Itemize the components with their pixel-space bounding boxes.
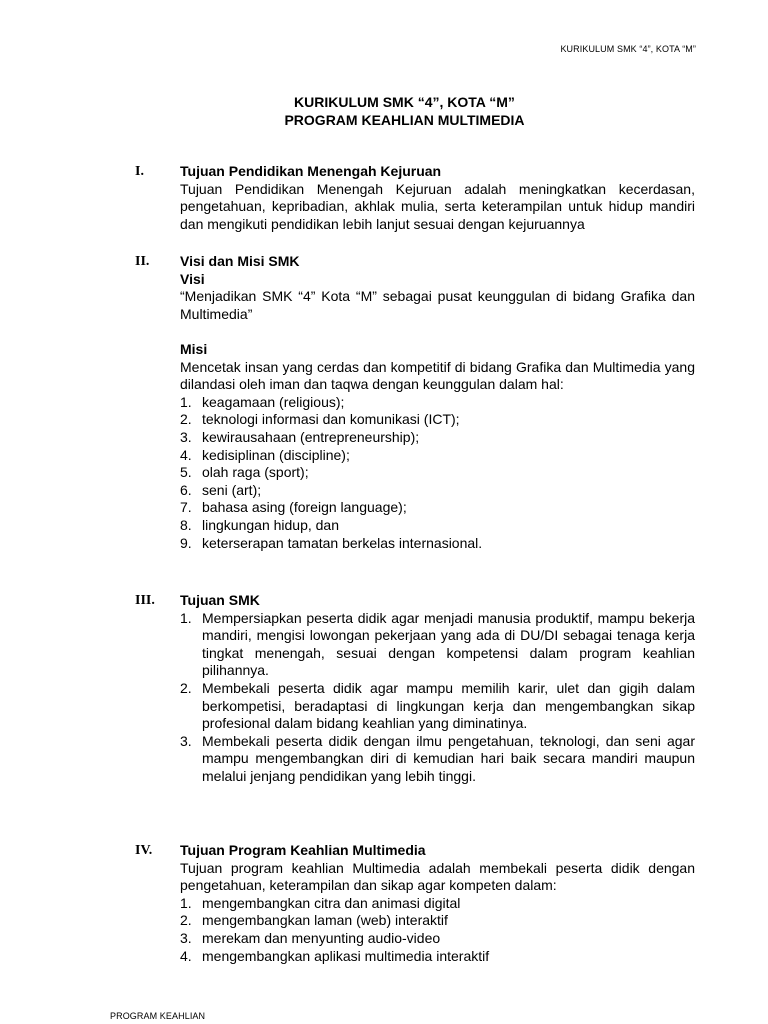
section-1-text: Tujuan Pendidikan Menengah Kejuruan adalah meningkatkan kecerdasan, pengetahuan, kepribadian, akhlak mulia, serta keterampilan untuk hidup mandiri dan mengikuti pendidikan lebih lanjut sesuai dengan kejuruannya [180,180,695,232]
running-footer: PROGRAM KEAHLIAN [110,1011,206,1021]
section-4-number: IV. [135,843,153,858]
section-2-heading: Visi dan Misi SMK [180,253,300,269]
list-item: 3. merekam dan menyunting audio-video [180,929,441,946]
section-1-heading: Tujuan Pendidikan Menengah Kejuruan [180,163,442,179]
misi-list [180,394,695,552]
section-1-number: I. [135,164,144,179]
section-1-body [180,163,695,233]
section-2-body [180,253,695,552]
tujuan-program-list [180,895,695,965]
list-item: 4. kedisiplinan (discipline); [180,446,350,463]
list-item: 6. seni (art); [180,481,262,498]
list-item: 9. keterserapan tamatan berkelas internasional. [180,534,483,551]
section-4-heading: Tujuan Program Keahlian Multimedia [180,842,426,858]
section-2-number: II. [135,254,150,269]
list-item: 2. teknologi informasi dan komunikasi (ICT); [180,411,460,428]
list-item: 3. Membekali peserta didik dengan ilmu pengetahuan, teknologi, dan seni agar mampu mengembangkan diri di kemudian hari baik secara mandiri maupun melalui jenjang pendidikan yang lebih tinggi. [180,732,695,784]
tujuan-smk-list [180,610,695,786]
section-4-text: Tujuan program keahlian Multimedia adalah membekali peserta didik dengan pengetahuan, keterampilan dan sikap agar kompeten dalam: [180,859,695,894]
misi-text: Mencetak insan yang cerdas dan kompetitif di bidang Grafika dan Multimedia yang dilandasi oleh iman dan taqwa dengan keunggulan dalam hal: [180,358,695,393]
list-item: 7. bahasa asing (foreign language); [180,499,407,516]
list-item: 3. kewirausahaan (entrepreneurship); [180,428,420,445]
visi-heading: Visi [180,270,205,287]
section-3-body [180,592,695,786]
list-item: 4. mengembangkan aplikasi multimedia interaktif [180,947,490,964]
title-line-2: PROGRAM KEAHLIAN MULTIMEDIA [284,112,525,128]
running-header: KURIKULUM SMK “4”, KOTA “M” [560,44,696,54]
section-4-body [180,842,695,965]
list-item: 1. keagamaan (religious); [180,393,345,410]
document-title [0,93,768,129]
visi-text: “Menjadikan SMK “4” Kota “M” sebagai pusat keunggulan di bidang Grafika dan Multimedia” [180,288,695,322]
misi-heading: Misi [180,340,208,357]
list-item: 5. olah raga (sport); [180,464,309,481]
list-item: 2. Membekali peserta didik agar mampu memilih karir, ulet dan gigih dalam berkompetisi, beradaptasi di lingkungan kerja dan mengembangkan sikap profesional dalam bidang keahlian yang diminatinya. [180,679,695,732]
list-item: 1. mengembangkan citra dan animasi digital [180,894,461,911]
section-3-number: III. [135,593,155,608]
title-line-1: KURIKULUM SMK “4”, KOTA “M” [294,94,515,110]
section-3-heading: Tujuan SMK [180,592,260,608]
list-item: 8. lingkungan hidup, dan [180,516,340,533]
list-item: 2. mengembangkan laman (web) interaktif [180,912,448,929]
list-item: 1. Mempersiapkan peserta didik agar menjadi manusia produktif, mampu bekerja mandiri, mengisi lowongan pekerjaan yang ada di DU/DI sebagai tenaga kerja tingkat menengah, sesuai dengan kompetensi dalam program keahlian pilihannya. [180,609,695,679]
